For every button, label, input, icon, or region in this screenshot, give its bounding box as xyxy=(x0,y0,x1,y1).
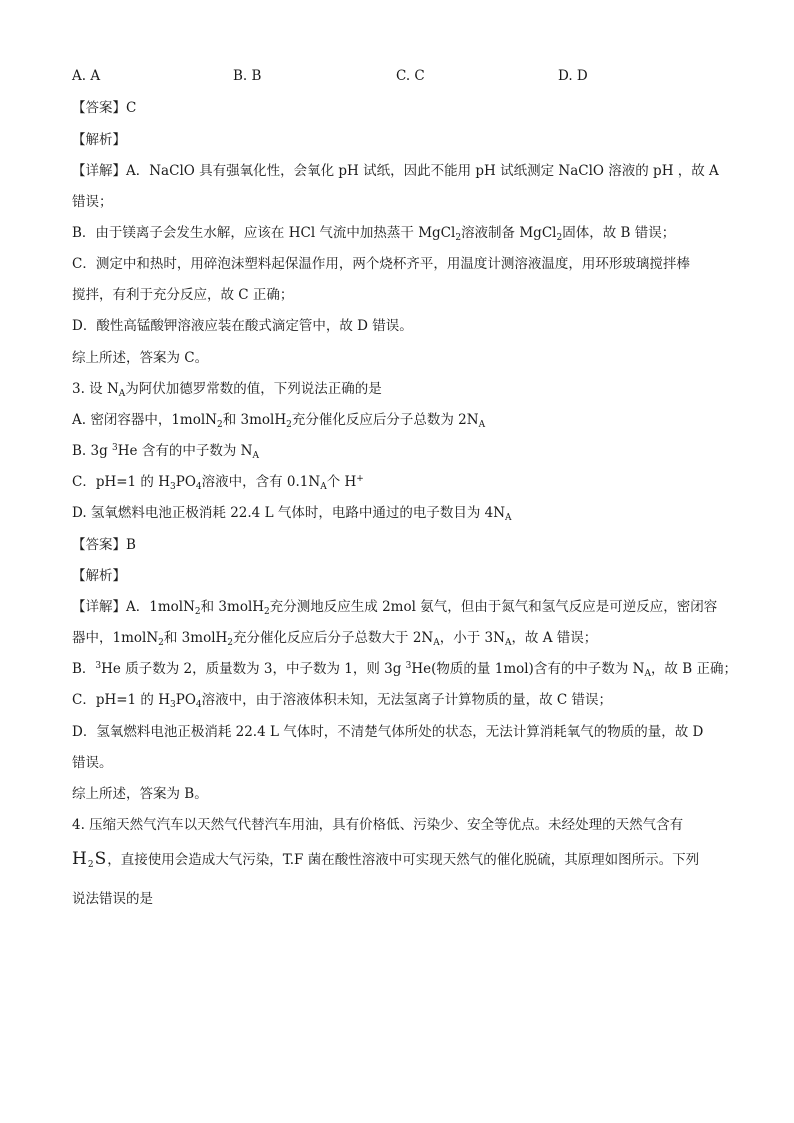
q4-stem-line2: $H_2S$，直接使用会造成大气污染，T.F 菌在酸性溶液中可实现天然气的催化脱硫，其原理如图所示。下列 xyxy=(72,849,700,870)
q3-summary: 综上所述，答案为 B。 xyxy=(72,786,208,802)
option-a: A. A xyxy=(72,68,101,84)
option-c: C. C xyxy=(396,68,425,84)
q3-option-d: D. 氢氧燃料电池正极消耗 22.4 L 气体时，电路中通过的电子数目为 $4N_A$ xyxy=(72,505,512,523)
q2-answer: 【答案】C xyxy=(72,100,137,116)
q2-detail-a-line1: 【详解】A．NaClO 具有强氧化性，会氧化 pH 试纸，因此不能用 pH 试纸测定 NaClO 溶液的 pH ，故 A xyxy=(72,163,719,179)
q3-detail-b: B．$^3$He 质子数为 2，质量数为 3，中子数为 1，则 3g $^3$He(物质的量 1mol)含有的中子数为 $N_A$，故 B 正确； xyxy=(72,661,737,679)
q3-answer: 【答案】B xyxy=(72,537,136,553)
q4-stem-line1: 4. 压缩天然气汽车以天然气代替汽车用油，具有价格低、污染少、安全等优点。未经处理的天然气含有 xyxy=(72,817,684,833)
q2-detail-c-line2: 搅拌，有利于充分反应，故 C 正确； xyxy=(72,287,294,303)
option-b: B. B xyxy=(233,68,262,84)
q3-option-b: B. 3g $^3$He 含有的中子数为 $N_A$ xyxy=(72,443,259,461)
q3-detail-d-line1: D．氢氧燃料电池正极消耗 22.4 L 气体时，不清楚气体所处的状态，无法计算消耗氧气的物质的量，故 D xyxy=(72,724,704,740)
q2-detail-d: D．酸性高锰酸钾溶液应装在酸式滴定管中，故 D 错误。 xyxy=(72,318,413,334)
q4-stem-line3: 说法错误的是 xyxy=(72,891,153,907)
q3-detail-a-line2: 器中，1molN$_2$和 3molH$_2$充分催化反应后分子总数大于 $2N_A$，小于 $3N_A$，故 A 错误； xyxy=(72,630,598,648)
q3-option-c: C．pH=1 的 $H_3PO_4$溶液中，含有 $0.1N_A$个 H+ xyxy=(72,474,364,492)
q3-detail-a-line1: 【详解】A．1molN$_2$和 3molH$_2$充分测地反应生成 2mol 氨气，但由于氮气和氢气反应是可逆反应，密闭容 xyxy=(72,599,718,617)
q2-detail-c-line1: C．测定中和热时，用碎泡沫塑料起保温作用，两个烧杯齐平，用温度计测溶液温度，用环形玻璃搅拌棒 xyxy=(72,256,690,272)
q2-detail-b: B．由于镁离子会发生水解，应该在 HCl 气流中加热蒸干 MgCl$_2$溶液制备 MgCl$_2$固体，故 B 错误； xyxy=(72,225,676,243)
q3-stem: 3. 设 $N_A$为阿伏加德罗常数的值，下列说法正确的是 xyxy=(72,381,382,399)
q2-summary: 综上所述，答案为 C。 xyxy=(72,350,209,366)
q3-detail-c: C．pH=1 的 $H_3PO_4$溶液中，由于溶液体积未知，无法氢离子计算物质的量，故 C 错误； xyxy=(72,692,613,710)
q3-option-a: A. 密闭容器中，1molN$_2$和 3molH$_2$充分催化反应后分子总数为 $2N_A$ xyxy=(72,412,486,430)
h2s-formula: $H_2S$ xyxy=(72,849,108,870)
q3-detail-d-line2: 错误。 xyxy=(72,755,113,771)
option-d: D. D xyxy=(558,68,588,84)
q3-analysis-label: 【解析】 xyxy=(72,568,126,584)
q2-analysis-label: 【解析】 xyxy=(72,132,126,148)
q2-detail-a-line2: 错误； xyxy=(72,194,113,210)
